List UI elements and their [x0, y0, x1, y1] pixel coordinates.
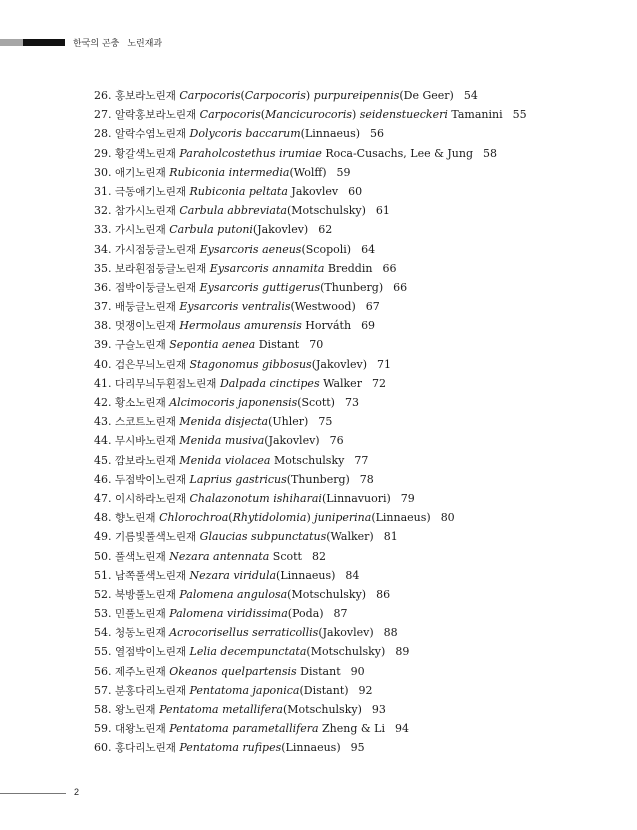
- author-text: Distant: [296, 664, 341, 678]
- korean-name: 홍보라노린재: [115, 90, 176, 102]
- scientific-name: [179, 741, 340, 754]
- taxon-name-italic: Pentatoma parametallifera: [169, 722, 319, 736]
- list-item: [94, 566, 527, 585]
- author-text: (Uhler): [268, 415, 309, 429]
- entry-page-number: 72: [371, 376, 386, 390]
- korean-name: 분홍다리노린재: [115, 684, 187, 697]
- entry-page-number: 77: [354, 453, 369, 467]
- entry-number: 39.: [94, 338, 112, 352]
- entry-number: 37.: [94, 300, 112, 314]
- entry-page-number: 95: [350, 741, 365, 755]
- scientific-name: [169, 223, 308, 236]
- list-item: [94, 393, 527, 412]
- list-item: [94, 105, 527, 124]
- list-item: [94, 144, 527, 163]
- author-text: Tamanini: [447, 108, 503, 122]
- entry-number: 55.: [94, 645, 112, 659]
- korean-name: 풀색노린재: [115, 550, 166, 563]
- entry-number: 51.: [94, 568, 112, 582]
- scientific-name: [179, 89, 453, 102]
- entry-number: 34.: [94, 242, 112, 256]
- korean-name: 무시바노린재: [115, 435, 176, 448]
- author-text: (Jakovlev): [318, 626, 374, 640]
- scientific-name: [220, 377, 362, 390]
- taxon-name-italic: Mancicurocoris: [265, 108, 352, 122]
- footer-rule: [0, 793, 66, 794]
- korean-name: 구슬노린재: [115, 339, 166, 352]
- korean-name: 제주노린재: [115, 665, 166, 678]
- list-item: [94, 355, 527, 374]
- author-text: (Linnaeus): [300, 127, 361, 141]
- taxon-name-italic: Chalazonotum ishiharai: [189, 491, 322, 505]
- scientific-name: [179, 434, 319, 447]
- taxon-name-italic: Palomena viridissima: [169, 607, 288, 621]
- author-text: (Distant): [299, 683, 349, 697]
- korean-name: 왕노린재: [115, 704, 156, 716]
- list-item: [94, 316, 527, 335]
- entry-page-number: 58: [483, 146, 497, 160]
- korean-name: 홍다리노린재: [115, 742, 176, 755]
- entry-number: 26.: [94, 89, 112, 102]
- author-text: (Thunberg): [320, 280, 384, 294]
- list-item: [94, 86, 527, 105]
- entry-page-number: 71: [377, 357, 391, 371]
- author-text: Horváth: [301, 319, 352, 333]
- list-item: [94, 201, 527, 220]
- list-item: [94, 470, 527, 489]
- author-text: (: [240, 89, 245, 102]
- species-list: [94, 86, 527, 758]
- taxon-name-italic: Stagonomus gibbosus: [189, 357, 312, 371]
- author-text: (Scopoli): [301, 242, 352, 256]
- list-item: [94, 182, 527, 201]
- entry-page-number: 80: [440, 511, 455, 525]
- list-item: [94, 220, 527, 239]
- list-item: [94, 431, 527, 450]
- taxon-name-italic: Eysarcoris aeneus: [199, 242, 302, 256]
- list-item: [94, 374, 527, 393]
- taxon-name-italic: Glaucias subpunctatus: [199, 530, 327, 544]
- author-text: (Motschulsky): [306, 645, 386, 659]
- korean-name: 황갈색노린재: [115, 147, 176, 160]
- author-text: Walker: [319, 376, 362, 390]
- taxon-name-italic: juniperina: [314, 511, 372, 525]
- list-item: [94, 489, 527, 508]
- author-text: Motschulsky: [270, 453, 345, 467]
- running-header: [73, 36, 162, 49]
- entry-page-number: 87: [333, 607, 348, 621]
- entry-number: 45.: [94, 453, 112, 467]
- author-text: Jakovlev: [287, 184, 339, 198]
- scientific-name: [179, 300, 355, 313]
- taxon-name-italic: Pentatoma rufipes: [179, 741, 282, 755]
- author-text: (Poda): [287, 607, 324, 621]
- taxon-name-italic: Carbula putoni: [169, 223, 253, 237]
- taxon-name-italic: Pentatoma japonica: [189, 683, 300, 697]
- korean-name: 참가시노린재: [115, 205, 176, 218]
- entry-number: 28.: [94, 127, 112, 141]
- author-text: (: [228, 511, 233, 525]
- entry-number: 36.: [94, 280, 112, 294]
- entry-number: 35.: [94, 261, 112, 275]
- author-text: (Thunberg): [286, 472, 350, 486]
- scientific-name: [190, 492, 391, 505]
- author-text: (Wolff): [289, 165, 327, 179]
- list-item: [94, 642, 527, 661]
- list-item: [94, 259, 527, 278]
- entry-number: 31.: [94, 184, 112, 198]
- korean-name: 가시노린재: [115, 224, 166, 237]
- entry-page-number: 73: [344, 396, 359, 409]
- header-gray-bar: [0, 39, 23, 46]
- korean-name: 스코트노린재: [115, 416, 176, 429]
- korean-name: 보라흰점둥글노린재: [115, 262, 207, 275]
- entry-number: 59.: [94, 722, 112, 736]
- scientific-name: [159, 511, 431, 524]
- author-text: Breddin: [324, 261, 373, 275]
- korean-name: 깜보라노린재: [115, 454, 176, 467]
- entry-page-number: 64: [361, 242, 376, 256]
- list-item: [94, 163, 527, 182]
- list-item: [94, 662, 527, 681]
- taxon-name-italic: Sepontia aenea: [169, 338, 256, 352]
- taxon-name-italic: Rhytidolomia: [232, 511, 307, 525]
- section-title: 노린재과: [127, 39, 163, 49]
- list-item: [94, 623, 527, 642]
- scientific-name: [169, 166, 326, 179]
- entry-number: 49.: [94, 530, 112, 544]
- author-text: Distant: [255, 338, 300, 352]
- entry-page-number: 69: [361, 319, 376, 333]
- list-item: [94, 681, 527, 700]
- scientific-name: [179, 204, 366, 217]
- author-text: (Walker): [326, 530, 374, 544]
- korean-name: 두점박이노린재: [115, 473, 187, 486]
- taxon-name-italic: Chlorochroa: [159, 511, 229, 525]
- taxon-name-italic: Nezara antennata: [169, 549, 270, 563]
- korean-name: 멋쟁이노린재: [115, 320, 176, 333]
- scientific-name: [169, 626, 373, 639]
- entry-number: 38.: [94, 319, 112, 333]
- korean-name: 청동노린재: [115, 627, 166, 640]
- book-title: 한국의 곤충: [73, 39, 120, 49]
- entry-page-number: 90: [350, 664, 365, 678]
- list-item: [94, 700, 527, 719]
- list-item: [94, 297, 527, 316]
- author-text: (Westwood): [290, 300, 356, 314]
- author-text: (Linnavuori): [321, 491, 391, 505]
- entry-number: 54.: [94, 626, 112, 640]
- korean-name: 남쪽풀색노린재: [115, 569, 187, 582]
- list-item: [94, 124, 527, 143]
- entry-page-number: 86: [376, 587, 391, 601]
- scientific-name: [169, 396, 335, 409]
- entry-number: 30.: [94, 165, 112, 179]
- entry-page-number: 93: [371, 703, 386, 716]
- korean-name: 열점박이노린재: [115, 646, 187, 659]
- entry-page-number: 54: [463, 89, 478, 102]
- author-text: (Linnaeus): [371, 511, 431, 525]
- author-text: Zheng & Li: [318, 722, 385, 736]
- entry-number: 56.: [94, 664, 112, 678]
- taxon-name-italic: Lelia decempunctata: [189, 645, 307, 659]
- list-item: [94, 412, 527, 431]
- taxon-name-italic: Carpocoris: [244, 89, 306, 102]
- taxon-name-italic: Palomena angulosa: [179, 587, 288, 601]
- scientific-name: [210, 262, 373, 275]
- scientific-name: [190, 185, 339, 198]
- author-text: (Linnaeus): [276, 568, 336, 582]
- taxon-name-italic: Nezara viridula: [189, 568, 277, 582]
- taxon-name-italic: Paraholcostethus irumiae: [179, 146, 322, 160]
- taxon-name-italic: Eysarcoris annamita: [209, 261, 325, 275]
- entry-page-number: 76: [329, 434, 344, 448]
- scientific-name: [190, 127, 361, 140]
- korean-name: 이시하라노린재: [115, 492, 187, 505]
- korean-name: 향노린재: [115, 512, 156, 525]
- scientific-name: [190, 684, 349, 697]
- list-item: [94, 527, 527, 546]
- scientific-name: [200, 530, 374, 543]
- korean-name: 가시점둥글노린재: [115, 243, 197, 256]
- taxon-name-italic: Carpocoris: [179, 89, 241, 102]
- taxon-name-italic: Dalpada cinctipes: [219, 376, 320, 390]
- entry-page-number: 94: [394, 722, 409, 736]
- entry-page-number: 55: [512, 108, 527, 122]
- korean-name: 민풀노린재: [115, 608, 166, 621]
- entry-number: 50.: [94, 549, 112, 563]
- korean-name: 검은무늬노린재: [115, 358, 187, 371]
- scientific-name: [190, 569, 336, 582]
- list-item: [94, 278, 527, 297]
- entry-page-number: 89: [395, 645, 410, 659]
- list-item: [94, 451, 527, 470]
- list-item: [94, 604, 527, 623]
- scientific-name: [200, 108, 503, 121]
- entry-page-number: 66: [393, 280, 408, 294]
- taxon-name-italic: Menida musiva: [179, 434, 265, 448]
- author-text: (Scott): [297, 396, 335, 409]
- scientific-name: [169, 722, 385, 735]
- entry-page-number: 56: [370, 127, 385, 141]
- author-text: (Motschulsky): [286, 204, 366, 218]
- taxon-name-italic: Menida disjecta: [179, 415, 269, 429]
- author-text: (De Geer): [399, 89, 454, 102]
- taxon-name-italic: Eysarcoris guttigerus: [199, 280, 321, 294]
- scientific-name: [169, 338, 299, 351]
- author-text: Roca-Cusachs, Lee & Jung: [321, 146, 473, 160]
- taxon-name-italic: seidenstueckeri: [359, 108, 448, 122]
- entry-page-number: 66: [382, 261, 397, 275]
- entry-number: 44.: [94, 434, 112, 448]
- entry-page-number: 84: [345, 568, 360, 582]
- author-text: (Jakovlev): [252, 223, 309, 237]
- korean-name: 극동애기노린재: [115, 185, 187, 198]
- entry-number: 53.: [94, 607, 112, 621]
- header-black-bar: [23, 39, 65, 46]
- taxon-name-italic: Laprius gastricus: [189, 472, 287, 486]
- list-item: [94, 335, 527, 354]
- author-text: Scott: [269, 549, 302, 563]
- entry-page-number: 60: [348, 184, 363, 198]
- scientific-name: [179, 415, 308, 428]
- taxon-name-italic: Rubiconia peltata: [189, 184, 288, 198]
- scientific-name: [169, 607, 323, 620]
- entry-number: 29.: [94, 146, 112, 160]
- taxon-name-italic: Carpocoris: [199, 108, 261, 122]
- scientific-name: [190, 358, 367, 371]
- korean-name: 대왕노린재: [115, 723, 166, 736]
- entry-page-number: 62: [318, 223, 333, 237]
- taxon-name-italic: Hermolaus amurensis: [179, 319, 302, 333]
- entry-page-number: 92: [358, 683, 373, 697]
- author-text: ): [305, 89, 314, 102]
- entry-number: 48.: [94, 511, 112, 525]
- entry-page-number: 82: [311, 549, 326, 563]
- korean-name: 알락수염노린재: [115, 128, 187, 141]
- entry-page-number: 75: [318, 415, 333, 429]
- entry-page-number: 78: [359, 472, 374, 486]
- entry-number: 52.: [94, 587, 112, 601]
- entry-number: 60.: [94, 741, 112, 755]
- korean-name: 다리무늬두흰점노린재: [115, 377, 217, 390]
- scientific-name: [200, 281, 383, 294]
- taxon-name-italic: Alcimocoris japonensis: [169, 396, 298, 409]
- korean-name: 배둥글노린재: [115, 301, 176, 314]
- scientific-name: [179, 319, 351, 332]
- entry-number: 57.: [94, 683, 112, 697]
- author-text: ): [306, 511, 315, 525]
- taxon-name-italic: Menida violacea: [179, 453, 271, 467]
- entry-number: 43.: [94, 415, 112, 429]
- korean-name: 기름빛풀색노린재: [115, 531, 197, 544]
- list-item: [94, 719, 527, 738]
- entry-number: 41.: [94, 376, 112, 390]
- entry-number: 47.: [94, 491, 112, 505]
- scientific-name: [200, 243, 351, 256]
- entry-page-number: 59: [336, 165, 351, 179]
- scientific-name: [169, 665, 340, 678]
- scientific-name: [190, 473, 350, 486]
- list-item: [94, 508, 527, 527]
- list-item: [94, 240, 527, 259]
- korean-name: 황소노린재: [115, 397, 166, 409]
- taxon-name-italic: Acrocorisellus serraticollis: [169, 626, 319, 640]
- taxon-name-italic: Okeanos quelpartensis: [169, 664, 297, 678]
- korean-name: 북방풀노린재: [115, 588, 176, 601]
- korean-name: 알락홍보라노린재: [115, 109, 197, 122]
- taxon-name-italic: Dolycoris baccarum: [189, 127, 301, 141]
- entry-number: 58.: [94, 703, 112, 716]
- author-text: (Linnaeus): [281, 741, 341, 755]
- entry-page-number: 67: [365, 300, 380, 314]
- taxon-name-italic: Pentatoma metallifera: [159, 703, 283, 716]
- taxon-name-italic: purpureipennis: [313, 89, 400, 102]
- taxon-name-italic: Rubiconia intermedia: [169, 165, 290, 179]
- list-item: [94, 738, 527, 757]
- entry-page-number: 81: [383, 530, 398, 544]
- scientific-name: [179, 147, 473, 160]
- page-number: 2: [74, 787, 80, 797]
- list-item: [94, 547, 527, 566]
- entry-page-number: 79: [400, 491, 415, 505]
- author-text: (Jakovlev): [264, 434, 320, 448]
- taxon-name-italic: Eysarcoris ventralis: [179, 300, 291, 314]
- entry-number: 40.: [94, 357, 112, 371]
- entry-page-number: 61: [375, 204, 390, 218]
- scientific-name: [190, 645, 386, 658]
- scientific-name: [159, 703, 362, 716]
- author-text: ): [351, 108, 360, 122]
- author-text: (Motschulsky): [287, 587, 367, 601]
- author-text: (: [260, 108, 266, 122]
- entry-page-number: 70: [309, 338, 324, 352]
- entry-number: 32.: [94, 204, 112, 218]
- list-item: [94, 585, 527, 604]
- scientific-name: [179, 454, 344, 467]
- scientific-name: [169, 550, 302, 563]
- taxon-name-italic: Carbula abbreviata: [179, 204, 287, 218]
- entry-page-number: 88: [383, 626, 398, 640]
- korean-name: 점박이둥글노린재: [115, 281, 197, 294]
- scientific-name: [179, 588, 366, 601]
- entry-number: 33.: [94, 223, 112, 237]
- korean-name: 애기노린재: [115, 166, 166, 179]
- entry-number: 46.: [94, 472, 112, 486]
- author-text: (Motschulsky): [282, 703, 362, 716]
- entry-number: 42.: [94, 396, 112, 409]
- author-text: (Jakovlev): [311, 357, 367, 371]
- entry-number: 27.: [94, 108, 112, 122]
